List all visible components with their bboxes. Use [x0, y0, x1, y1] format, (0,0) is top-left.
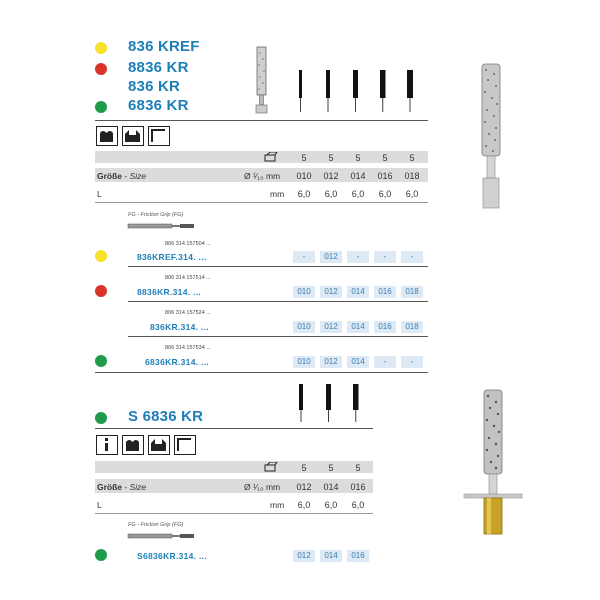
- section2-row-green-dot: [95, 549, 107, 561]
- pack-qty-1: 5: [301, 153, 307, 163]
- pack-qty-3: 5: [355, 153, 361, 163]
- red-dot: [95, 63, 107, 75]
- fg-label-2: FG - Friction Grip (FG): [128, 522, 184, 528]
- pack-qty-s3: 5: [355, 463, 361, 473]
- size-5: 018: [404, 171, 420, 181]
- length-unit-2: mm: [270, 500, 285, 510]
- length-label-2: L: [97, 500, 102, 510]
- bur-illustration-small: [252, 45, 272, 117]
- size-label: Größe - Size: [97, 171, 147, 181]
- size-label-2: Größe - Size: [97, 482, 147, 492]
- size-4: 016: [377, 171, 393, 181]
- pack-qty-5: 5: [409, 153, 415, 163]
- product-name-836kref: 836 KREF: [128, 38, 200, 55]
- chip-2-4: 016: [374, 286, 396, 298]
- product-name-836kr: 836 KR: [128, 78, 181, 95]
- tooth-crown-icon: [96, 126, 118, 146]
- size-s3: 016: [350, 482, 366, 492]
- size-unit-2: Ø ¹⁄₁₀ mm: [244, 482, 281, 492]
- size-3: 014: [350, 171, 366, 181]
- package-icon-2: [264, 462, 278, 472]
- length-3: 6,0: [351, 189, 365, 199]
- section2-header-line: [95, 428, 373, 429]
- length-1: 6,0: [297, 189, 311, 199]
- length-5: 6,0: [405, 189, 419, 199]
- ref-8836kr: 8836KR.314. ...: [137, 287, 202, 297]
- product-name-8836kr: 8836 KR: [128, 59, 189, 76]
- chip-s-3: 016: [347, 550, 369, 562]
- length-4: 6,0: [378, 189, 392, 199]
- length-s3: 6,0: [351, 500, 365, 510]
- length-2: 6,0: [324, 189, 338, 199]
- order-number-3: 806 314 157524 ...: [165, 310, 211, 316]
- product-name-s6836kr: S 6836 KR: [128, 408, 204, 425]
- pack-qty-4: 5: [382, 153, 388, 163]
- order-number-1: 806 314 157504 ...: [165, 241, 211, 247]
- fg-shank-drawing-2: [126, 531, 196, 541]
- size-s1: 012: [296, 482, 312, 492]
- size-silhouettes-2: [290, 382, 370, 424]
- row3-line: [128, 336, 428, 337]
- shoulder-prep-icon: [148, 126, 170, 146]
- chip-4-3: 014: [347, 356, 369, 368]
- chip-3-1: 010: [293, 321, 315, 333]
- shoulder-prep-icon-2: [174, 435, 196, 455]
- tooth-prep-icon: [122, 126, 144, 146]
- pack-qty-s2: 5: [328, 463, 334, 473]
- order-number-2: 806 314 157514 ...: [165, 275, 211, 281]
- chip-s-1: 012: [293, 550, 315, 562]
- chip-4-4: -: [374, 356, 396, 368]
- chip-1-1: -: [293, 251, 315, 263]
- row1-line: [128, 266, 428, 267]
- size-2: 012: [323, 171, 339, 181]
- chip-2-2: 012: [320, 286, 342, 298]
- section1-header-line: [95, 120, 428, 121]
- row2-red-dot: [95, 285, 107, 297]
- length-row-line: [95, 202, 428, 203]
- size-silhouettes: [290, 68, 430, 116]
- chip-4-2: 012: [320, 356, 342, 368]
- row4-green-dot: [95, 355, 107, 367]
- section2-green-dot: [95, 412, 107, 424]
- row4-line: [95, 372, 428, 373]
- chip-2-3: 014: [347, 286, 369, 298]
- chip-1-5: -: [401, 251, 423, 263]
- fg-shank-drawing: [126, 221, 196, 231]
- ref-836kr: 836KR.314. ...: [150, 322, 210, 332]
- chip-1-2: 012: [320, 251, 342, 263]
- info-icon: [96, 435, 118, 455]
- product-name-6836kr: 6836 KR: [128, 97, 189, 114]
- yellow-dot: [95, 42, 107, 54]
- length-s2: 6,0: [324, 500, 338, 510]
- ref-s6836kr: S6836KR.314. ...: [137, 551, 208, 561]
- chip-1-4: -: [374, 251, 396, 263]
- chip-2-1: 010: [293, 286, 315, 298]
- row2-line: [128, 301, 428, 302]
- length-unit: mm: [270, 189, 285, 199]
- order-number-4: 806 314 157534 ...: [165, 345, 211, 351]
- chip-s-2: 014: [320, 550, 342, 562]
- chip-1-3: -: [347, 251, 369, 263]
- tooth-crown-icon-2: [122, 435, 144, 455]
- length-label: L: [97, 189, 102, 199]
- size-s2: 014: [323, 482, 339, 492]
- chip-3-4: 016: [374, 321, 396, 333]
- size-1: 010: [296, 171, 312, 181]
- green-dot: [95, 101, 107, 113]
- bur-illustration-large-2: [460, 388, 526, 536]
- chip-4-1: 010: [293, 356, 315, 368]
- row1-yellow-dot: [95, 250, 107, 262]
- chip-2-5: 018: [401, 286, 423, 298]
- ref-836kref: 836KREF.314. ...: [137, 252, 207, 262]
- pack-qty-2: 5: [328, 153, 334, 163]
- fg-label: FG - Friction Grip (FG): [128, 212, 184, 218]
- ref-6836kr: 6836KR.314. ...: [145, 357, 210, 367]
- chip-3-2: 012: [320, 321, 342, 333]
- chip-4-5: -: [401, 356, 423, 368]
- bur-illustration-large-1: [474, 62, 510, 210]
- package-icon: [264, 152, 278, 162]
- size-unit: Ø ¹⁄₁₀ mm: [244, 171, 281, 181]
- length-row-line-2: [95, 513, 373, 514]
- tooth-prep-icon-2: [148, 435, 170, 455]
- pack-qty-s1: 5: [301, 463, 307, 473]
- chip-3-3: 014: [347, 321, 369, 333]
- chip-3-5: 018: [401, 321, 423, 333]
- length-s1: 6,0: [297, 500, 311, 510]
